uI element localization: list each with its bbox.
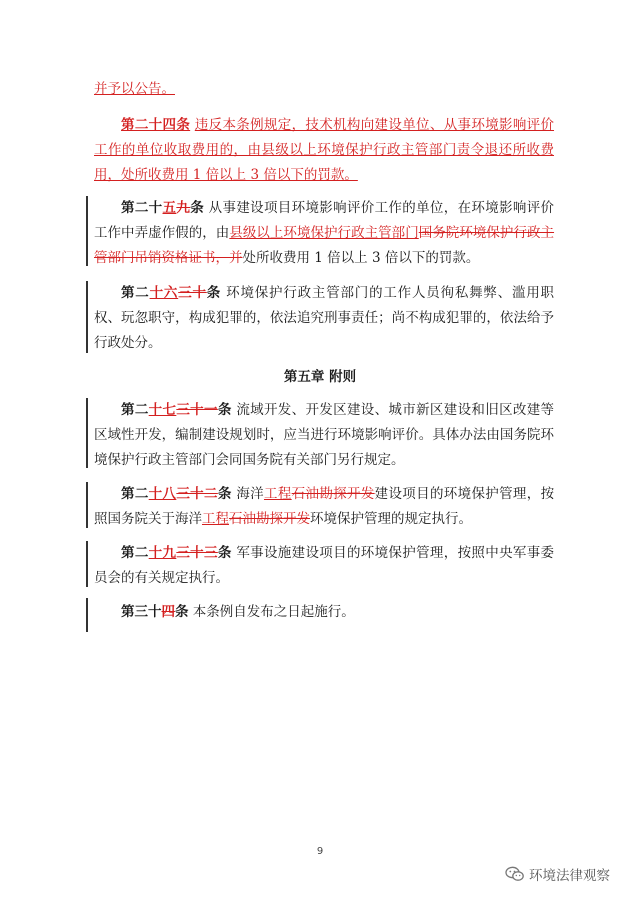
article-text: 海洋 bbox=[236, 486, 264, 502]
inserted-text: 十八 bbox=[148, 486, 177, 502]
article-25 bbox=[94, 196, 554, 271]
article-text: 环境保护管理的规定执行。 bbox=[310, 511, 472, 527]
article-heading: 条 bbox=[175, 604, 189, 620]
article-heading: 条 bbox=[190, 200, 205, 216]
article-text: 处所收费用 1 倍以上 3 倍以下的罚款。 bbox=[242, 250, 480, 266]
article-heading: 条 bbox=[217, 545, 232, 561]
article-heading: 第二十 bbox=[121, 200, 163, 216]
article-heading: 第三十 bbox=[121, 604, 162, 620]
article-24 bbox=[94, 113, 554, 188]
article-text: 建设项目的环境保护管理，按照国务院关于海洋 bbox=[94, 486, 555, 527]
deleted-text: 石油勘探开发 bbox=[291, 486, 375, 502]
article-heading: 第二 bbox=[121, 285, 150, 301]
deleted-text: 四 bbox=[161, 604, 175, 620]
watermark bbox=[505, 864, 610, 884]
deleted-text: 九 bbox=[176, 200, 191, 216]
deleted-text: 石油勘探开发 bbox=[229, 511, 310, 527]
change-bar bbox=[86, 482, 88, 528]
inserted-text: 并予以公告。 bbox=[94, 81, 175, 97]
article-heading: 第二 bbox=[121, 486, 149, 502]
article-28 bbox=[94, 482, 554, 532]
inserted-text: 十六 bbox=[149, 285, 179, 301]
deleted-text: 三十一 bbox=[176, 402, 218, 418]
article-30 bbox=[94, 600, 554, 625]
deleted-text: 国务院环境保护行政主管部门吊销资格证书，并 bbox=[94, 225, 555, 266]
inserted-text: 违反本条例规定，技术机构向建设单位、从事环境影响评价工作的单位收取费用的，由县级以上环境保护行政主管部门责令退还所收费用，处所收费用 1 倍以上 3 倍以下的罚款。 bbox=[94, 117, 555, 183]
watermark-text: 环境法律观察 bbox=[529, 868, 610, 884]
article-27 bbox=[94, 398, 554, 473]
change-bar bbox=[86, 398, 88, 468]
inserted-text: 工程 bbox=[202, 511, 229, 527]
article-text: 从事建设项目环境影响评价工作的单位，在环境影响评价工作中弄虚作假的，由 bbox=[94, 200, 555, 241]
article-29 bbox=[94, 541, 554, 591]
deleted-text: 三十 bbox=[178, 285, 207, 301]
article-text: 军事设施建设项目的环境保护管理，按照中央军事委员会的有关规定执行。 bbox=[94, 545, 555, 586]
article-heading: 条 bbox=[217, 486, 232, 502]
inserted-text: 十七 bbox=[148, 402, 177, 418]
inserted-text: 工程 bbox=[263, 486, 292, 502]
article-text: 本条例自发布之日起施行。 bbox=[192, 604, 355, 620]
article-26 bbox=[94, 281, 554, 356]
article-text: 流域开发、开发区建设、城市新区建设和旧区改建等区域性开发，编制建设规划时，应当进行环境影响评价。具体办法由国务院环境保护行政主管部门会同国务院有关部门另行规定。 bbox=[94, 402, 555, 468]
article-heading: 条 bbox=[217, 402, 232, 418]
article-heading: 第二 bbox=[121, 545, 149, 561]
change-bar bbox=[86, 281, 88, 353]
page-number: 9 bbox=[316, 846, 324, 857]
change-bar bbox=[86, 598, 88, 632]
article-heading: 第二十四条 bbox=[121, 117, 191, 133]
change-bar bbox=[86, 541, 88, 587]
article-heading: 第二 bbox=[121, 402, 149, 418]
inserted-text: 五 bbox=[162, 200, 177, 216]
deleted-text: 三十三 bbox=[176, 545, 218, 561]
article-text: 环境保护行政主管部门的工作人员徇私舞弊、滥用职权、玩忽职守，构成犯罪的，依法追究刑事责任；尚不构成犯罪的，依法给予行政处分。 bbox=[94, 285, 555, 351]
paragraph-continuation bbox=[94, 77, 554, 102]
article-heading: 条 bbox=[206, 285, 222, 301]
inserted-text: 十九 bbox=[148, 545, 177, 561]
change-bar bbox=[86, 196, 88, 266]
deleted-text: 三十二 bbox=[176, 486, 218, 502]
chapter-heading: 第五章 附则 bbox=[283, 369, 357, 385]
wechat-icon bbox=[505, 866, 525, 882]
inserted-text: 县级以上环境保护行政主管部门 bbox=[229, 225, 419, 241]
